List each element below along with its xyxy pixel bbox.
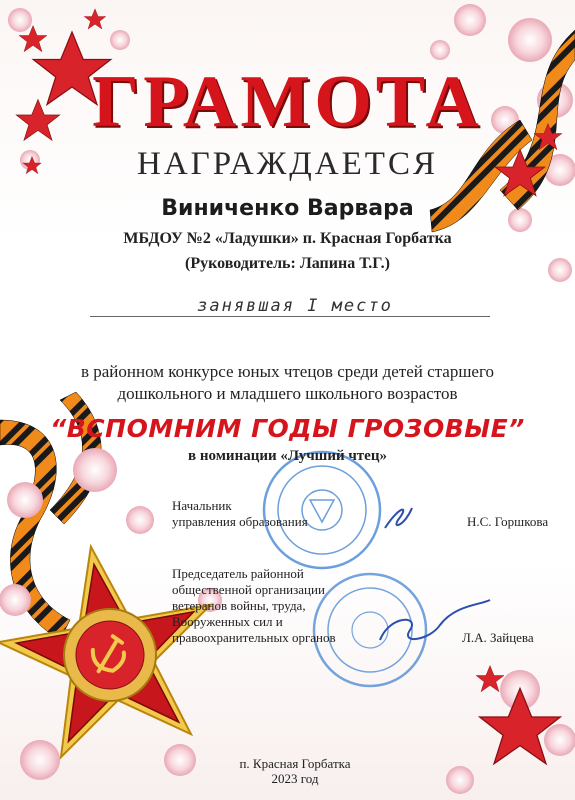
signature-gorshkova bbox=[385, 508, 412, 528]
contest-description-line1: в районном конкурсе юных чтецов среди детей старшего bbox=[80, 362, 495, 381]
footer-year: 2023 год bbox=[271, 771, 319, 786]
position-line: Начальник bbox=[172, 498, 232, 513]
contest-name: “ВСПОМНИМ ГОДЫ ГРОЗОВЫЕ” bbox=[50, 414, 525, 443]
position-line: ветеранов войны, труда, bbox=[172, 598, 306, 613]
underline-divider bbox=[90, 316, 490, 317]
position-line: Вооруженных сил и bbox=[172, 614, 283, 629]
handwritten-placement: занявшая I место bbox=[197, 296, 393, 316]
order-patriotic-war-icon bbox=[0, 528, 232, 764]
signatory-name-2: Л.А. Зайцева bbox=[462, 630, 534, 645]
organization-line: МБДОУ №2 «Ладушки» п. Красная Горбатка bbox=[123, 230, 452, 247]
position-line: правоохранительных органов bbox=[172, 630, 336, 645]
awarded-heading: НАГРАЖДАЕТСЯ bbox=[137, 146, 438, 182]
certificate-title: ГРАМОТА bbox=[92, 61, 483, 143]
supervisor-line: (Руководитель: Лапина Т.Г.) bbox=[185, 255, 390, 272]
star-icon bbox=[476, 666, 504, 692]
position-line: управления образования bbox=[172, 514, 308, 529]
star-icon bbox=[480, 688, 561, 763]
recipient-name: Виниченко Варвара bbox=[161, 196, 414, 221]
signatory-position-1 bbox=[172, 498, 308, 530]
signatory-position-2 bbox=[172, 566, 336, 646]
star-icon bbox=[84, 9, 106, 29]
signatory-name-1: Н.С. Горшкова bbox=[467, 514, 549, 529]
position-line: общественной организации bbox=[172, 582, 325, 597]
contest-description-line2: дошкольного и младшего школьного возрастов bbox=[117, 384, 458, 403]
position-line: Председатель районной bbox=[172, 566, 304, 581]
footer-place: п. Красная Горбатка bbox=[239, 756, 351, 771]
nomination-line: в номинации «Лучший чтец» bbox=[188, 448, 387, 464]
